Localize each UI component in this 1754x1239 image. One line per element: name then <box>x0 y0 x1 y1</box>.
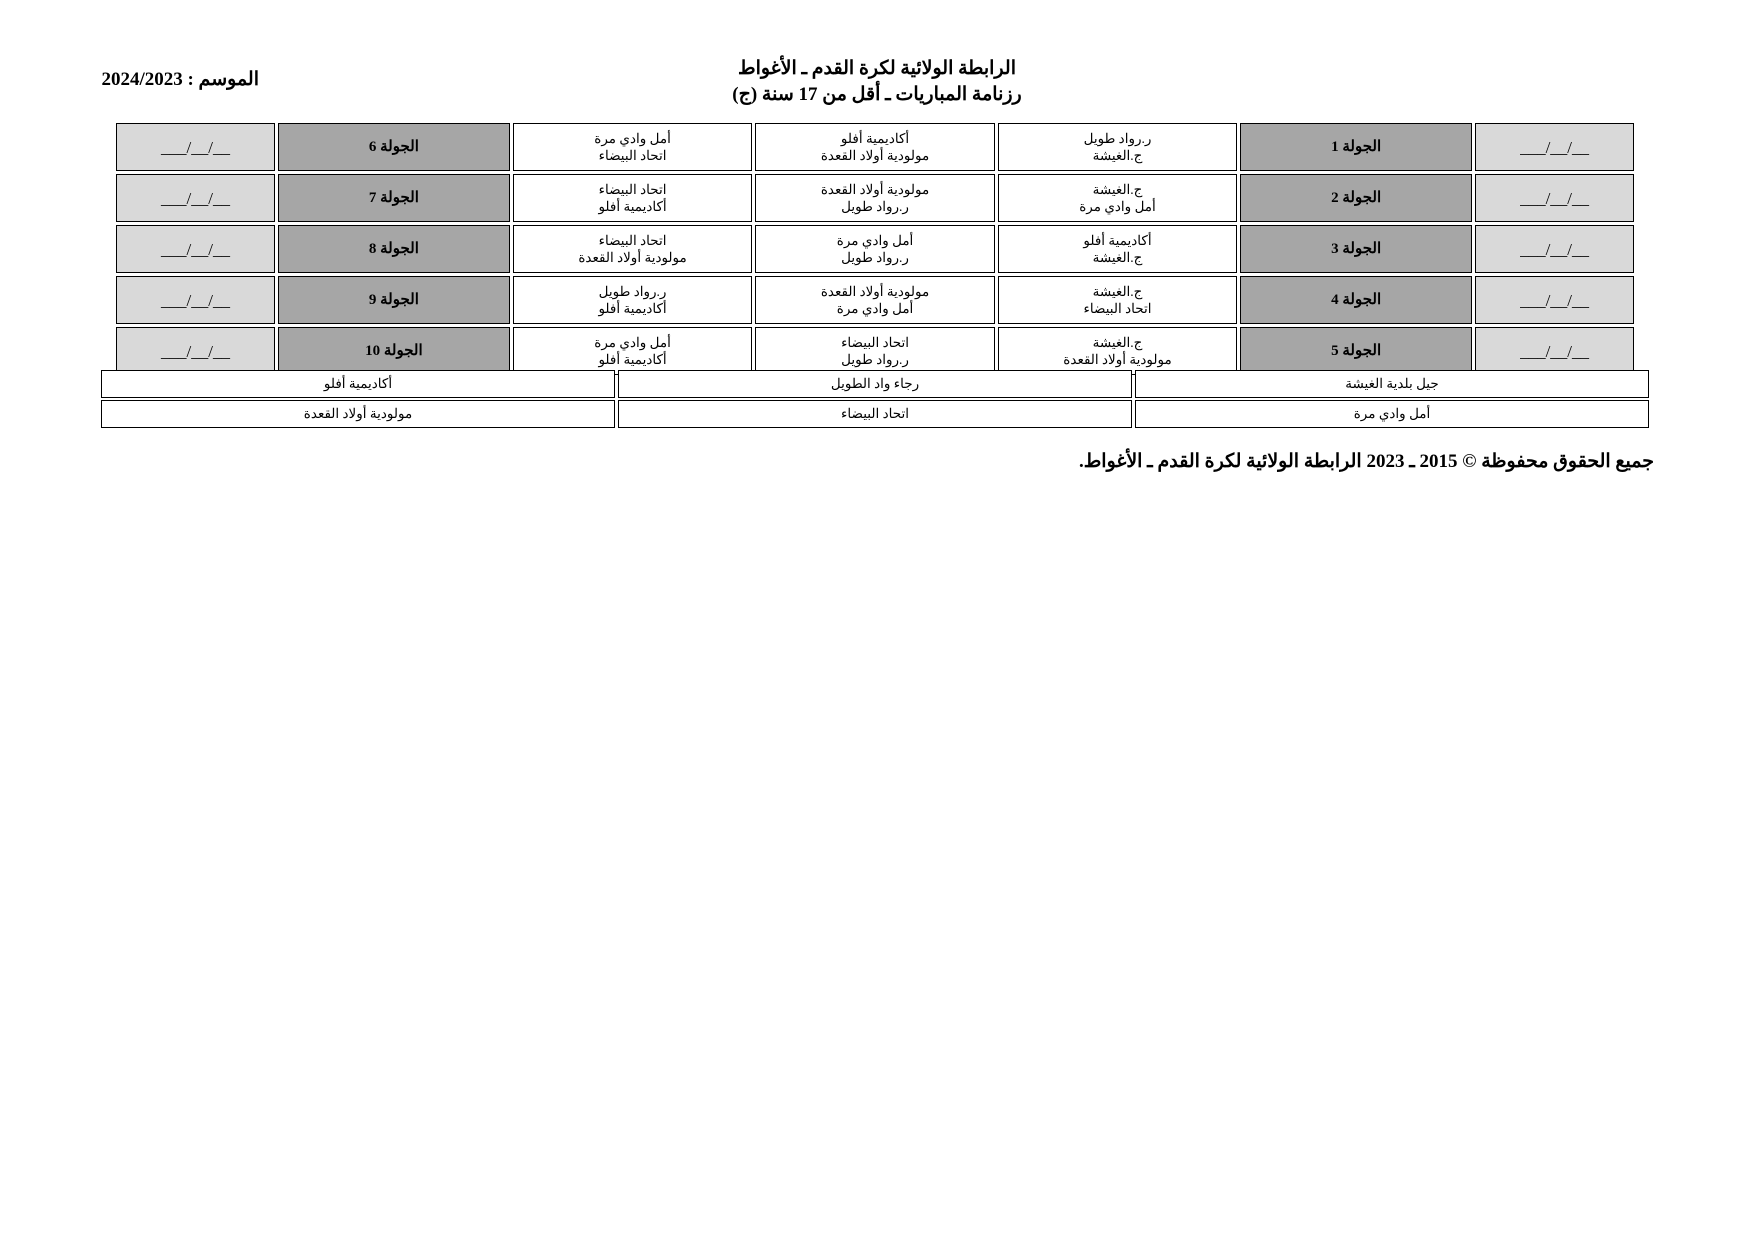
match-away-team: أكاديمية أفلو <box>598 301 667 316</box>
match-cell <box>513 174 752 222</box>
copyright-footer: جميع الحقوق محفوظة © 2015 ـ 2023 الرابطة الولائية لكرة القدم ـ الأغواط. <box>1078 451 1654 472</box>
date-cell-left[interactable]: __/__/___ <box>116 225 275 273</box>
match-cell <box>998 225 1237 273</box>
match-home-team: أمل وادي مرة <box>594 131 671 146</box>
teams-row <box>101 400 1649 428</box>
league-title: الرابطة الولائية لكرة القدم ـ الأغواط <box>738 58 1016 79</box>
team-name-cell: رجاء واد الطويل <box>618 370 1132 398</box>
match-home-team: أكاديمية أفلو <box>840 131 910 146</box>
match-away-team: ر.رواد طويل <box>841 199 909 214</box>
match-home-team: مولودية أولاد القعدة <box>820 284 930 299</box>
match-away-team: أكاديمية أفلو <box>598 199 667 214</box>
match-home-team: أكاديمية أفلو <box>1083 233 1152 248</box>
date-cell-right[interactable]: __/__/___ <box>1475 327 1634 375</box>
match-cell <box>755 174 994 222</box>
match-away-team: مولودية أولاد القعدة <box>820 148 930 163</box>
match-cell <box>998 276 1237 324</box>
competition-subtitle: رزنامة المباريات ـ أقل من 17 سنة (ج) <box>732 84 1022 105</box>
match-cell <box>755 225 994 273</box>
round-header-right: الجولة 2 <box>1240 174 1472 222</box>
match-home-team: ر.رواد طويل <box>1083 131 1152 146</box>
match-cell <box>755 123 994 171</box>
date-cell-right[interactable]: __/__/___ <box>1475 225 1634 273</box>
match-away-team: ر.رواد طويل <box>841 250 909 265</box>
fixtures-table <box>113 120 1637 378</box>
round-header-right: الجولة 3 <box>1240 225 1472 273</box>
round-header-right: الجولة 4 <box>1240 276 1472 324</box>
season-label: الموسم : 2024/2023 <box>101 69 259 90</box>
match-cell <box>513 276 752 324</box>
match-away-team: ج.الغيشة <box>1092 148 1143 163</box>
match-away-team: اتحاد البيضاء <box>1083 301 1152 316</box>
match-cell <box>513 225 752 273</box>
round-header-left: الجولة 10 <box>278 327 510 375</box>
match-away-team: مولودية أولاد القعدة <box>578 250 687 265</box>
round-header-left: الجولة 9 <box>278 276 510 324</box>
table-row <box>116 276 1634 324</box>
date-cell-right[interactable]: __/__/___ <box>1475 174 1634 222</box>
date-cell-right[interactable]: __/__/___ <box>1475 123 1634 171</box>
round-header-left: الجولة 7 <box>278 174 510 222</box>
date-cell-right[interactable]: __/__/___ <box>1475 276 1634 324</box>
match-home-team: ج.الغيشة <box>1092 284 1143 299</box>
table-row <box>116 225 1634 273</box>
match-away-team: مولودية أولاد القعدة <box>1063 352 1172 367</box>
round-header-left: الجولة 8 <box>278 225 510 273</box>
match-cell <box>513 123 752 171</box>
table-row <box>116 174 1634 222</box>
match-home-team: أمل وادي مرة <box>836 233 914 248</box>
match-home-team: ج.الغيشة <box>1092 182 1143 197</box>
match-home-team: ر.رواد طويل <box>598 284 667 299</box>
team-name-cell: اتحاد البيضاء <box>618 400 1132 428</box>
date-cell-left[interactable]: __/__/___ <box>116 123 275 171</box>
team-name-cell: أمل وادي مرة <box>1135 400 1649 428</box>
match-home-team: اتحاد البيضاء <box>598 182 667 197</box>
table-row <box>116 123 1634 171</box>
match-home-team: مولودية أولاد القعدة <box>820 182 930 197</box>
date-cell-left[interactable]: __/__/___ <box>116 327 275 375</box>
teams-row <box>101 370 1649 398</box>
document-header <box>0 50 1754 110</box>
team-name-cell: مولودية أولاد القعدة <box>101 400 615 428</box>
round-header-right: الجولة 5 <box>1240 327 1472 375</box>
match-cell <box>998 123 1237 171</box>
match-home-team: أمل وادي مرة <box>594 335 671 350</box>
match-away-team: أمل وادي مرة <box>1079 199 1156 214</box>
match-away-team: ج.الغيشة <box>1092 250 1143 265</box>
match-cell <box>998 174 1237 222</box>
round-header-right: الجولة 1 <box>1240 123 1472 171</box>
match-home-team: اتحاد البيضاء <box>841 335 909 350</box>
date-cell-left[interactable]: __/__/___ <box>116 276 275 324</box>
match-home-team: اتحاد البيضاء <box>598 233 667 248</box>
match-away-team: ر.رواد طويل <box>841 352 909 367</box>
teams-list-table <box>98 368 1652 430</box>
match-cell <box>755 276 994 324</box>
team-name-cell: أكاديمية أفلو <box>101 370 615 398</box>
team-name-cell: جيل بلدية الغيشة <box>1135 370 1649 398</box>
match-away-team: اتحاد البيضاء <box>598 148 667 163</box>
date-cell-left[interactable]: __/__/___ <box>116 174 275 222</box>
match-away-team: أكاديمية أفلو <box>598 352 667 367</box>
match-away-team: أمل وادي مرة <box>836 301 914 316</box>
round-header-left: الجولة 6 <box>278 123 510 171</box>
match-home-team: ج.الغيشة <box>1092 335 1143 350</box>
